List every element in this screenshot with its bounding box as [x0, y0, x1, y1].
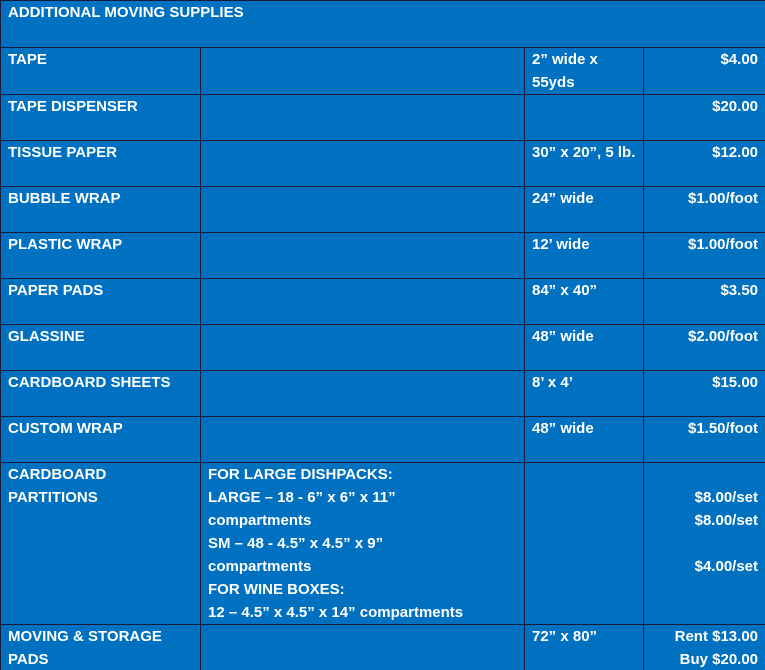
item-price: $2.00/foot [644, 325, 765, 371]
partitions-desc [201, 463, 525, 625]
item-desc [201, 371, 525, 417]
item-name: CARDBOARD SHEETS [1, 371, 201, 417]
item-size: 84” x 40” [525, 279, 644, 325]
item-name: CARDBOARD PARTITIONS [1, 463, 201, 625]
item-price: $20.00 [644, 95, 765, 141]
table-row [1, 187, 765, 233]
item-size: 72” x 80” [525, 625, 644, 670]
desc-line: compartments [208, 558, 312, 575]
pads-price [644, 625, 765, 670]
desc-line: FOR LARGE DISHPACKS: [208, 466, 393, 483]
table-row-pads [1, 625, 765, 670]
item-desc [201, 48, 525, 95]
item-size: 30” x 20”, 5 lb. [525, 141, 644, 187]
item-desc [201, 325, 525, 371]
item-size: 2” wide x 55yds [525, 48, 644, 95]
item-desc [201, 279, 525, 325]
table-row [1, 141, 765, 187]
item-desc [201, 187, 525, 233]
table-row [1, 325, 765, 371]
item-name: PAPER PADS [1, 279, 201, 325]
price-line: $4.00/set [694, 558, 759, 575]
item-desc [201, 417, 525, 463]
table-row-partitions [1, 463, 765, 625]
item-size: 8’ x 4’ [525, 371, 644, 417]
desc-line: FOR WINE BOXES: [208, 581, 345, 598]
price-line: Rent $13.00 [674, 628, 759, 645]
item-name: TAPE DISPENSER [1, 95, 201, 141]
desc-line: compartments [208, 512, 312, 529]
item-name: BUBBLE WRAP [1, 187, 201, 233]
table-row [1, 95, 765, 141]
table-row [1, 279, 765, 325]
desc-line: 12 – 4.5” x 4.5” x 14” compartments [208, 604, 464, 621]
item-size [525, 463, 644, 625]
item-price: $3.50 [644, 279, 765, 325]
price-line: Buy $20.00 [679, 651, 759, 668]
price-line: $8.00/set [694, 489, 759, 506]
item-name: GLASSINE [1, 325, 201, 371]
item-price: $1.00/foot [644, 233, 765, 279]
item-price: $12.00 [644, 141, 765, 187]
table-title: ADDITIONAL MOVING SUPPLIES [1, 1, 765, 48]
item-desc [201, 95, 525, 141]
item-name: TAPE [1, 48, 201, 95]
item-size: 12’ wide [525, 233, 644, 279]
item-size: 24” wide [525, 187, 644, 233]
item-size [525, 95, 644, 141]
partitions-price [644, 463, 765, 625]
item-price: $4.00 [644, 48, 765, 95]
item-name: PLASTIC WRAP [1, 233, 201, 279]
item-desc [201, 141, 525, 187]
item-size: 48” wide [525, 417, 644, 463]
desc-line: LARGE – 18 - 6” x 6” x 11” [208, 489, 396, 506]
table-row [1, 417, 765, 463]
item-price: $1.50/foot [644, 417, 765, 463]
item-desc [201, 625, 525, 670]
item-name: TISSUE PAPER [1, 141, 201, 187]
price-line: $8.00/set [694, 512, 759, 529]
item-size: 48” wide [525, 325, 644, 371]
item-name: CUSTOM WRAP [1, 417, 201, 463]
item-price: $15.00 [644, 371, 765, 417]
item-price: $1.00/foot [644, 187, 765, 233]
desc-line: SM – 48 - 4.5” x 4.5” x 9” [208, 535, 384, 552]
item-name: MOVING & STORAGE PADS [1, 625, 201, 670]
item-desc [201, 233, 525, 279]
table-row [1, 371, 765, 417]
table-row [1, 233, 765, 279]
table-header-row [1, 1, 765, 48]
table-row [1, 48, 765, 95]
